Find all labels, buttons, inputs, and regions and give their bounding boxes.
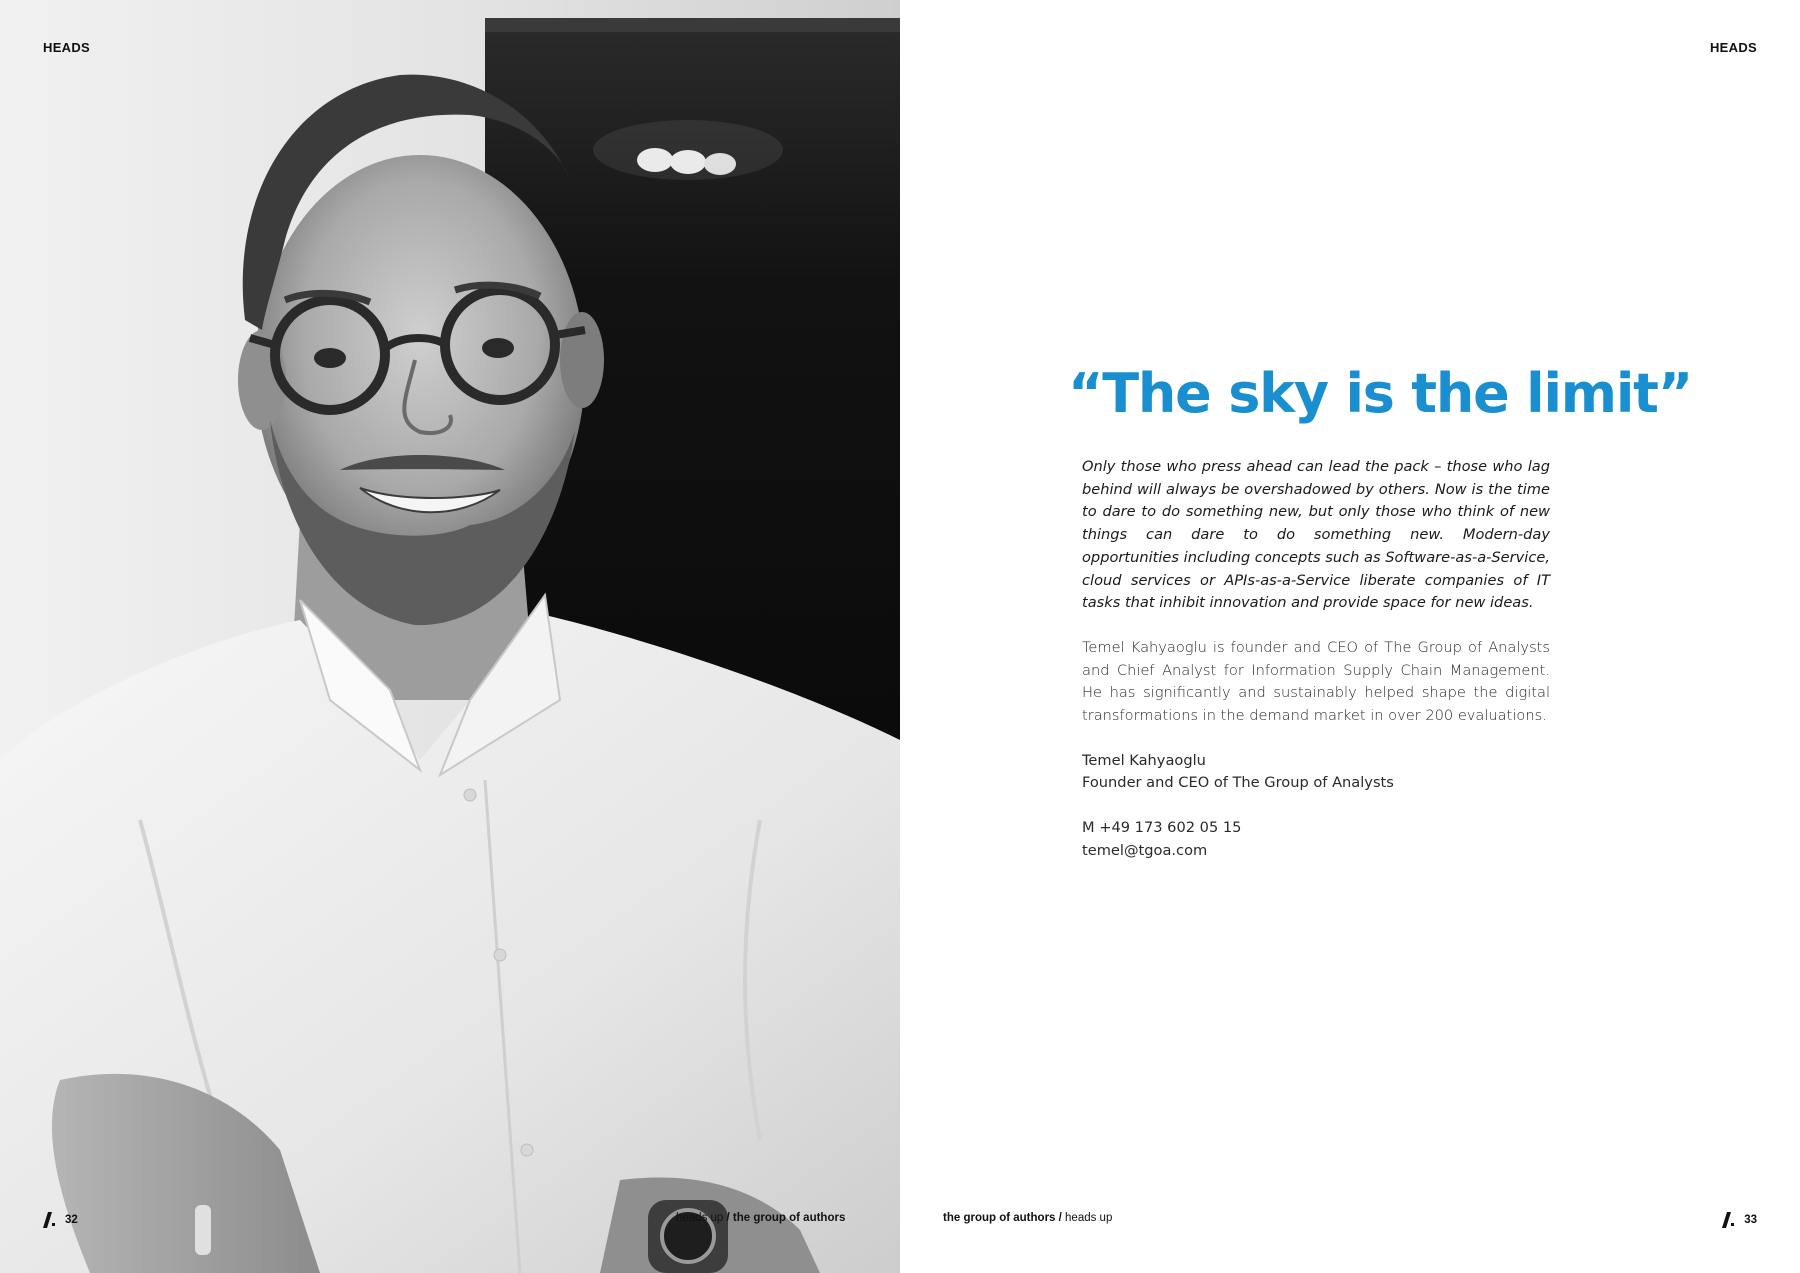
page-number-left: [43, 1212, 78, 1228]
contact-block: [1082, 817, 1550, 862]
intro-paragraph: Only those who press ahead can lead the pack – those who lag behind will always be overshadowed by others. Now is the time to dare to do something new, but only those who think of new things can dare to do something new. Modern-day opportunities including concepts such as Software-as-a-Service, cloud services or APIs-as-a-Service liberate companies of IT tasks that inhibit innovation and provide space for new ideas.: [1082, 458, 1550, 612]
phone-number: M +49 173 602 05 15: [1082, 819, 1242, 837]
article-body: [1082, 456, 1550, 863]
signature-name: Temel Kahyaoglu: [1082, 751, 1206, 769]
running-footer-left-bold: the group of authors: [732, 1212, 846, 1224]
section-label-left: HEADS: [43, 40, 91, 55]
bio-paragraph: Temel Kahyaoglu is founder and CEO of The Group of Analysts and Chief Analyst for Information Supply Chain Management. He has significantly and sustainably helped shape the digital transformations in the demand market in over 200 evaluations.: [1082, 638, 1550, 725]
section-label-right: HEADS: [1709, 40, 1757, 55]
headline: “The sky is the limit”: [1068, 362, 1693, 425]
slash-logo-icon: [43, 1212, 57, 1228]
page-number-left-value: 32: [65, 1214, 78, 1226]
right-page: [900, 0, 1800, 1273]
running-footer-left-sep: /: [723, 1212, 733, 1224]
signature-title: Founder and CEO of The Group of Analysts: [1082, 774, 1394, 792]
running-footer-right-sep: /: [1055, 1212, 1066, 1224]
running-footer-right-light: heads up: [1065, 1212, 1113, 1224]
slash-logo-icon: [1722, 1212, 1736, 1228]
signature: [1082, 750, 1550, 795]
running-footer-right: [943, 1212, 1112, 1224]
page-number-right: [1722, 1212, 1757, 1228]
running-footer-left: [676, 1212, 845, 1224]
running-footer-left-light: heads up: [676, 1212, 724, 1224]
page-number-right-value: 33: [1744, 1214, 1757, 1226]
running-footer-right-bold: the group of authors: [943, 1212, 1056, 1224]
email-address: temel@tgoa.com: [1082, 841, 1208, 859]
